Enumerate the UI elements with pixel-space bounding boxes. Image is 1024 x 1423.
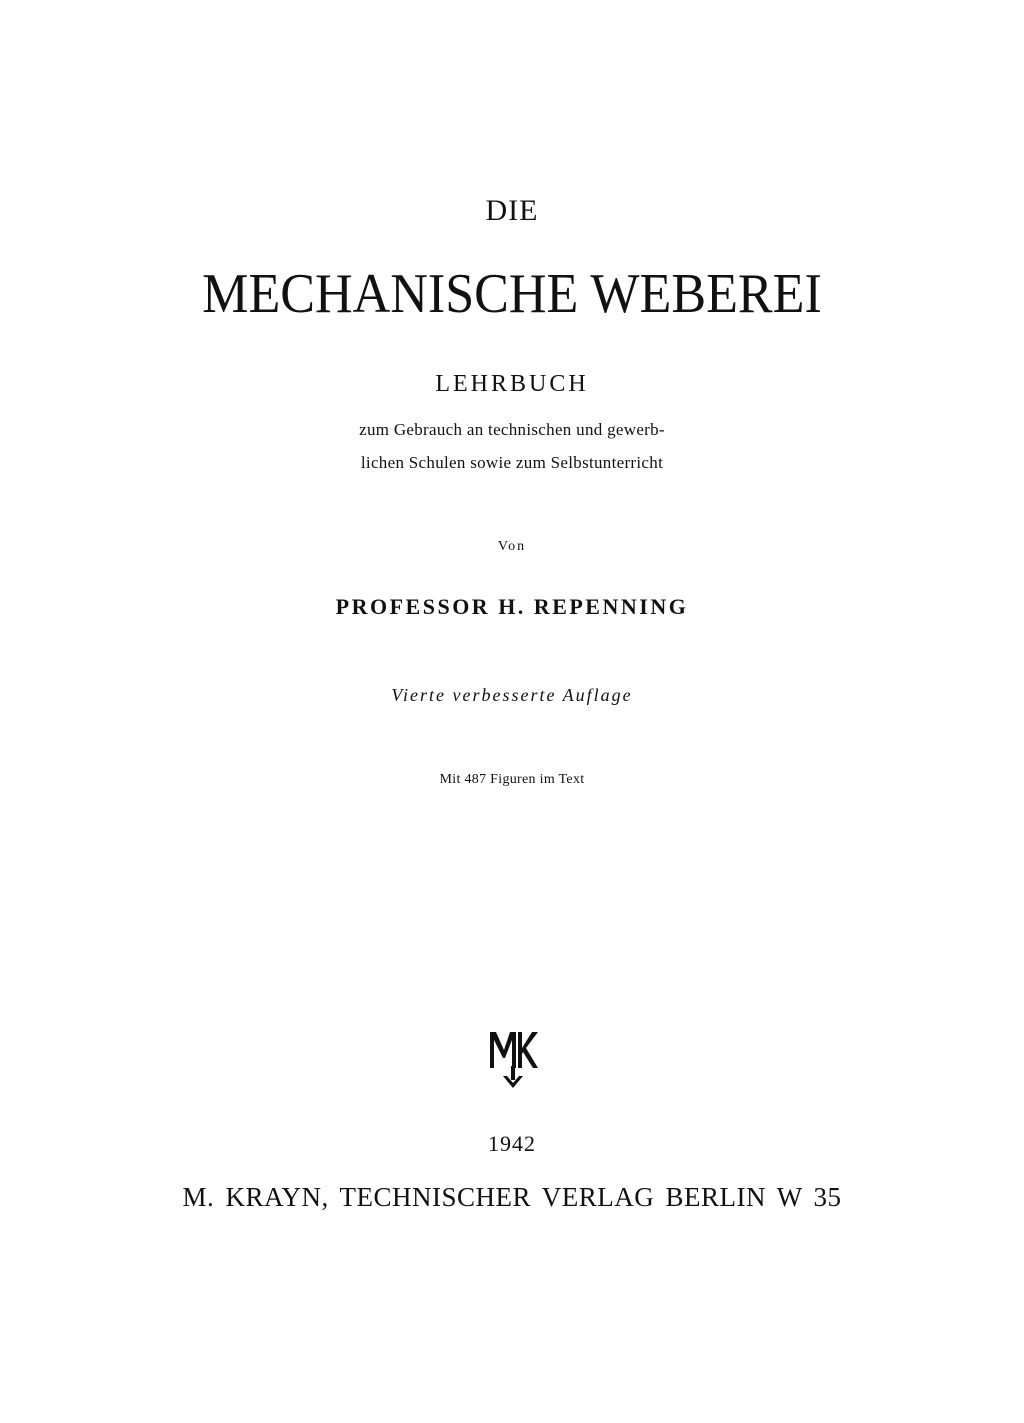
book-subtitle: LEHRBUCH bbox=[435, 371, 589, 397]
figures-note: Mit 487 Figuren im Text bbox=[439, 772, 585, 787]
by-label: Von bbox=[497, 539, 527, 554]
description-line-1: zum Gebrauch an technischen und gewerb- bbox=[359, 420, 665, 439]
edition-note: Vierte verbesserte Auflage bbox=[391, 685, 633, 705]
publisher-line: M. KRAYN, TECHNISCHER VERLAG BERLIN W 35 bbox=[182, 1182, 842, 1212]
description-line-2: lichen Schulen sowie zum Selbstunterricht bbox=[360, 453, 664, 472]
author-name: PROFESSOR H. REPENNING bbox=[335, 594, 689, 619]
mk-publisher-monogram-icon bbox=[486, 1026, 542, 1092]
book-title: MECHANISCHE WEBEREI bbox=[202, 263, 822, 325]
title-article: DIE bbox=[485, 194, 539, 227]
publication-year: 1942 bbox=[488, 1131, 536, 1156]
